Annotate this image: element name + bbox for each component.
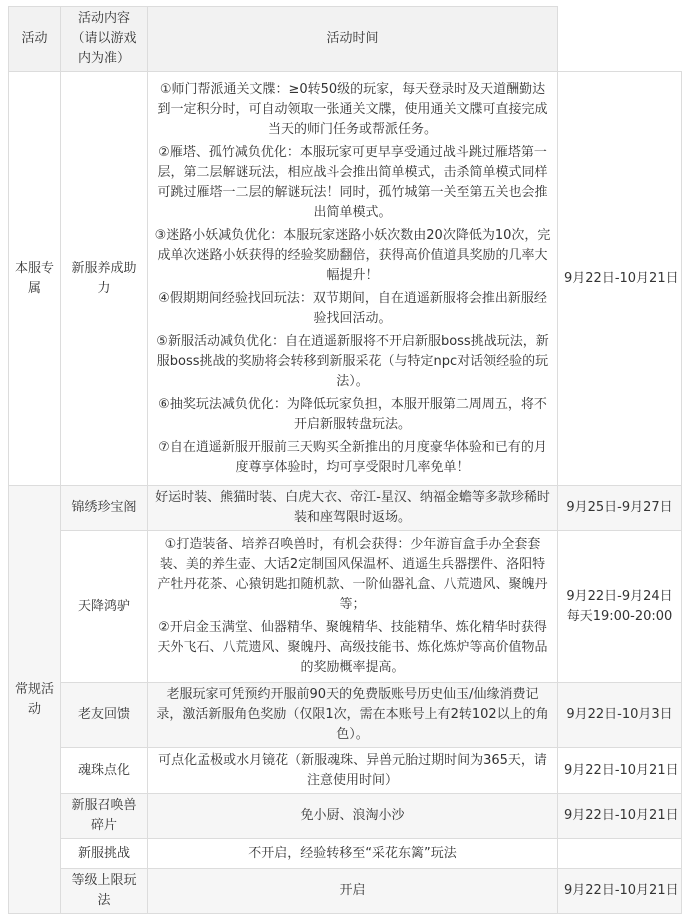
content-paragraph: ⑦自在逍遥新服开服前三天购买全新推出的月度豪华体验和已有的月度尊享体验时，均可享受限时几率免单！ <box>158 439 547 475</box>
table-row <box>9 531 682 683</box>
category-cell: 常规活动 <box>9 486 61 914</box>
time-range: 9月22日-9月24日 <box>566 588 673 604</box>
activity-name: 魂珠点化 <box>61 748 148 794</box>
activity-name: 天降鸿驴 <box>61 531 148 683</box>
activity-name: 新服召唤兽碎片 <box>61 794 148 839</box>
activity-table <box>8 6 682 914</box>
activity-content: 开启 <box>148 869 558 914</box>
content-paragraph: ①打造装备、培养召唤兽时，有机会获得：少年游盲盒手办全套套装、美的养生壶、大话2定制国风保温杯、逍遥生兵器摆件、洛阳特产牡丹花茶、心猿钥匙扣随机款、一阶仙器礼盒、八荒遗风、聚魄丹等； <box>157 537 548 612</box>
activity-time: 9月22日-10月21日 <box>558 748 682 794</box>
activity-content: 不开启，经验转移至“采花东篱”玩法 <box>148 839 558 869</box>
content-paragraph: ⑤新服活动减负优化：自在逍遥新服将不开启新服boss挑战玩法，新服boss挑战的奖励将会转移到新服采花（与特定npc对话领经验的玩法）。 <box>156 333 549 389</box>
table-row <box>9 683 682 748</box>
activity-time <box>558 531 682 683</box>
activity-content <box>148 531 558 683</box>
table-row <box>9 869 682 914</box>
header-row <box>9 7 682 72</box>
header-content: 活动内容（请以游戏内为准） <box>61 7 148 72</box>
activity-name: 新服养成助力 <box>61 72 148 486</box>
activity-time: 9月22日-10月21日 <box>558 794 682 839</box>
content-paragraph: ③迷路小妖减负优化：本服玩家迷路小妖次数由20次降低为10次，完成单次迷路小妖获得的经验奖励翻倍，获得高价值道具奖励的几率大幅提升！ <box>154 227 551 283</box>
activity-time: 9月22日-10月21日 <box>558 869 682 914</box>
activity-content: 可点化孟极或水月镜花（新服魂珠、异兽元胎过期时间为365天，请注意使用时间） <box>148 748 558 794</box>
header-activity: 活动 <box>9 7 61 72</box>
activity-content: 好运时装、熊猫时装、白虎大衣、帝江-星汉、纳福金蟾等多款珍稀时装和座驾限时返场。 <box>148 486 558 531</box>
activity-content <box>148 72 558 486</box>
table-row <box>9 794 682 839</box>
table-row <box>9 839 682 869</box>
header-time: 活动时间 <box>148 7 558 72</box>
table-row <box>9 72 682 486</box>
content-paragraph: ①师门帮派通关文牒：≥0转50级的玩家，每天登录时及天道酬勤达到一定积分时，可自动领取一张通关文牒，使用通关文牒可直接完成当天的师门任务或帮派任务。 <box>157 81 548 137</box>
content-paragraph: ②雁塔、孤竹减负优化：本服玩家可更早享受通过战斗跳过雁塔第一层，第二层解谜玩法，相应战斗会推出简单模式，击杀简单模式同样可跳过雁塔一二层的解谜玩法！同时，孤竹城第一关至第五关也会推出简单模式。 <box>157 144 548 220</box>
activity-name: 老友回馈 <box>61 683 148 748</box>
activity-time: 9月22日-10月3日 <box>558 683 682 748</box>
content-paragraph: ②开启金玉满堂、仙器精华、聚魄精华、技能精华、炼化精华时获得天外飞石、八荒遗风、聚魄丹、高级技能书、炼化炼炉等高价值物品的奖励概率提高。 <box>157 620 548 675</box>
activity-time: 9月25日-9月27日 <box>558 486 682 531</box>
category-cell: 本服专属 <box>9 72 61 486</box>
time-daily: 每天19:00-20:00 <box>566 608 673 624</box>
activity-time <box>558 839 682 869</box>
activity-time: 9月22日-10月21日 <box>558 72 682 486</box>
activity-name: 锦绣珍宝阁 <box>61 486 148 531</box>
table-row <box>9 486 682 531</box>
activity-name: 新服挑战 <box>61 839 148 869</box>
activity-name: 等级上限玩法 <box>61 869 148 914</box>
content-paragraph: ⑥抽奖玩法减负优化：为降低玩家负担，本服开服第二周周五，将不开启新服转盘玩法。 <box>158 396 547 432</box>
content-paragraph: ④假期期间经验找回玩法：双节期间，自在逍遥新服将会推出新服经验找回活动。 <box>158 290 547 326</box>
table-row <box>9 748 682 794</box>
activity-content: 老服玩家可凭预约开服前90天的免费版账号历史仙玉/仙缘消费记录，激活新服角色奖励（仅限1次，需在本账号上有2转102以上的角色）。 <box>148 683 558 748</box>
activity-content: 免小厨、浪淘小沙 <box>148 794 558 839</box>
